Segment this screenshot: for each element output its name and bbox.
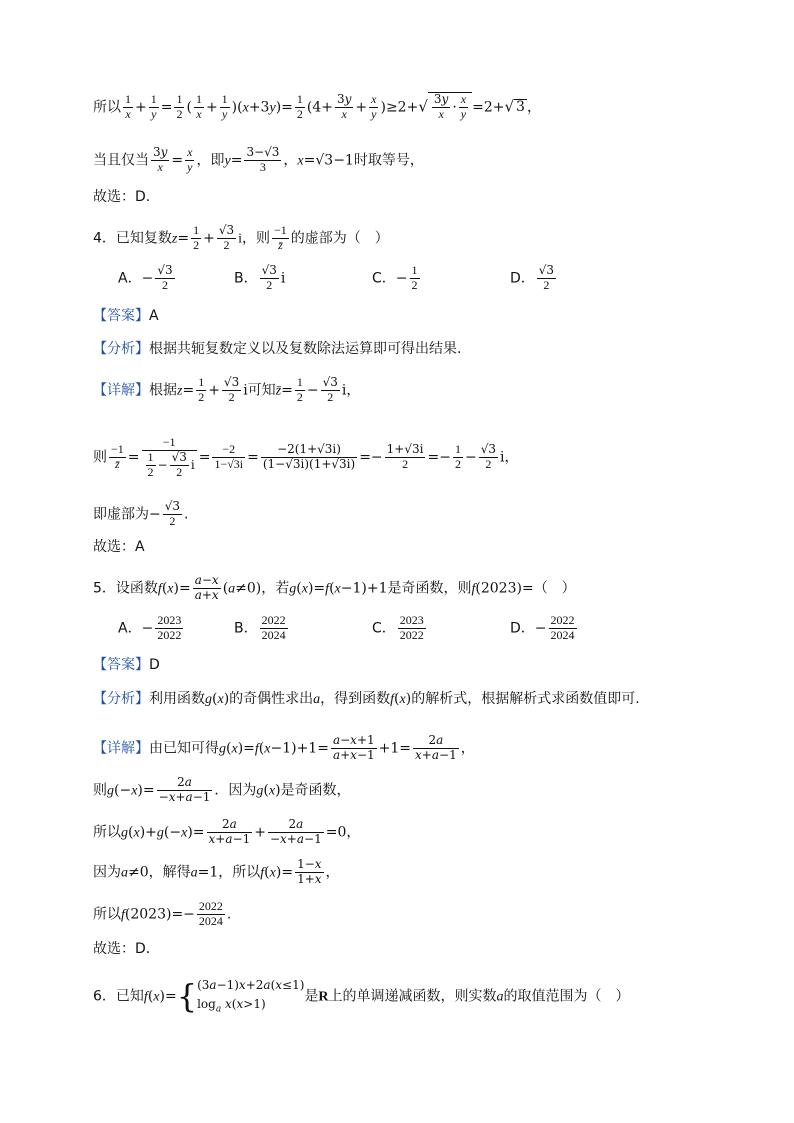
- q4-option-d[interactable]: D． $\frac{√3}{2}$: [510, 263, 555, 292]
- q4-answer: 【答案】A: [93, 308, 159, 324]
- q4-option-a[interactable]: A．− $\frac{√3}{2}$: [118, 263, 173, 292]
- q5-stem: 5．设函数f(x)= $\frac{a-x}{a+x}$ (a≠0)，若g(x)=f(x−1)+1是奇函数，则f(2023)=（ ）: [93, 573, 576, 602]
- q5-step-3: 所以g(x)+g(−x)= $\frac{2a}{x+a-1}$ + $\frac{2a}{-x+a-1}$ =0，: [93, 817, 361, 846]
- q5-analysis: 【分析】利用函数g(x)的奇偶性求出a，得到函数f(x)的解析式，根据解析式求函数值即可.: [93, 691, 640, 707]
- q4-step-3: 即虚部为− $\frac{√3}{2}$ .: [93, 499, 189, 528]
- q3-conclusion: 故选：D.: [93, 189, 151, 205]
- q4-options: [0, 264, 794, 294]
- q4-option-c[interactable]: C．− $\frac{1}{2}$: [372, 263, 418, 292]
- q6-stem: 6．已知f(x)={ (3a−1)x+2a(x≤1) $\log_a x(x>1)$ 是R上的单调递减函数，则实数a的取值范围为（ ）: [93, 977, 630, 1016]
- q5-option-d[interactable]: D．− $\frac{2022}{2024}$: [510, 613, 575, 642]
- q5-step-4: 因为a≠0，解得a=1，所以f(x)= $\frac{1-x}{1+x}$ ，: [93, 857, 340, 886]
- q4-step-2: 则 $\frac{-1}{z̄}$ = −1 $\frac{1}{2}$ − $\frac{√3}{2}$ i = $\frac{-2}{1-√3i}$ = $\frac{-2(1+√3i)}{(1-√3i)(1+√3i)}$ =− $\frac{1+√3i}{2}$ =− $\frac{1}{2}$ − $\frac{√3}{2}$ i，: [93, 435, 519, 479]
- q4-detail: 【详解】根据z= $\frac{1}{2}$ + $\frac{√3}{2}$ i可知z̄= $\frac{1}{2}$ − $\frac{√3}{2}$ i，: [93, 375, 361, 404]
- q5-option-c[interactable]: C． $\frac{2023}{2022}$: [372, 613, 424, 642]
- q4-stem: 4．已知复数z= $\frac{1}{2}$ + $\frac{√3}{2}$ i，则 $\frac{-1}{z̄}$ 的虚部为（ ）: [93, 223, 389, 252]
- q3-line-2: 当且仅当 $\frac{3y}{x}$ = $\frac{x}{y}$ ，即y= $\frac{3-√3}{3}$ ，x=√3−1时取等号，: [93, 145, 424, 174]
- q5-options: [0, 614, 794, 644]
- q5-answer: 【答案】D: [93, 657, 160, 673]
- q4-conclusion: 故选：A: [93, 539, 145, 555]
- q5-option-b[interactable]: B． $\frac{2022}{2024}$: [234, 613, 286, 642]
- q3-line-1: 所以 $\frac{1}{x}$ + $\frac{1}{y}$ = $\frac{1}{2}$ ( $\frac{1}{x}$ + $\frac{1}{y}$ )(x+3y)= $\frac{1}{2}$ (4+ $\frac{3y}{x}$ + $\frac{x}{y}$ )≥2+√ $\frac{3y}{x}$ · $\frac{x}{y}$ =2+√ 3 ，: [93, 92, 541, 121]
- q5-option-a[interactable]: A．− $\frac{2023}{2022}$: [118, 613, 182, 642]
- q5-conclusion: 故选：D．: [93, 941, 160, 957]
- q5-step-5: 所以f(2023)=− $\frac{2022}{2024}$ .: [93, 899, 232, 928]
- q5-step-2: 则g(−x)= $\frac{2a}{-x+a-1}$ ．因为g(x)是奇函数，: [93, 775, 351, 804]
- q4-option-b[interactable]: B． $\frac{√3}{2}$ i: [234, 263, 286, 292]
- q4-analysis: 【分析】根据共轭复数定义以及复数除法运算即可得出结果.: [93, 341, 462, 357]
- q5-detail: 【详解】由已知可得g(x)=f(x−1)+1= $\frac{a-x+1}{a+x-1}$ +1= $\frac{2a}{x+a-1}$ ，: [93, 733, 475, 762]
